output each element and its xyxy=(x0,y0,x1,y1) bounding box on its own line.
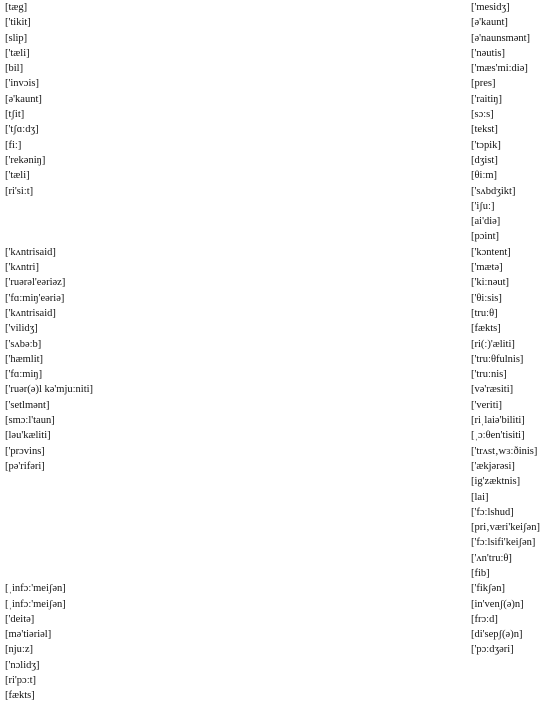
transcription: ['kɔntent] xyxy=(471,246,511,258)
spacer xyxy=(5,214,93,229)
transcription: ['rekəniŋ] xyxy=(5,154,46,166)
transcription: ['fɔːlsifi'keiʃən] xyxy=(471,537,536,549)
transcription: [tʃit] xyxy=(5,109,25,121)
transcription: [fækts] xyxy=(471,323,501,335)
left-column xyxy=(5,0,93,704)
transcription: [ə'kaunt] xyxy=(5,93,42,105)
transcription: [ˌɔːθen'tisiti] xyxy=(471,430,525,442)
transcription: ['raitiŋ] xyxy=(471,93,502,105)
transcription: [ig'zæktnis] xyxy=(471,476,521,488)
transcription: [ə'naunsmənt] xyxy=(471,32,531,44)
transcription: [dʒist] xyxy=(471,154,498,166)
transcription: ['ruərəl'eəriəz] xyxy=(5,277,66,289)
transcription: [di'sepʃ(ə)n] xyxy=(471,629,523,641)
transcription: [pri‚væri'keiʃən] xyxy=(471,522,540,534)
transcription: ['nɔlidʒ] xyxy=(5,659,40,671)
transcription: [ri'pɔːt] xyxy=(5,675,37,687)
transcription: ['tæli] xyxy=(5,47,30,59)
transcription: ['truːθfulnis] xyxy=(471,353,524,365)
transcription: ['sʌbdʒikt] xyxy=(471,185,516,197)
transcription: ['sʌbəːb] xyxy=(5,338,42,350)
transcription: ['kʌntrisaid] xyxy=(5,307,56,319)
transcription: [in'venʃ(ə)n] xyxy=(471,598,524,610)
transcription: ['vilidʒ] xyxy=(5,323,38,335)
spacer xyxy=(5,520,93,535)
transcription: [fib] xyxy=(471,567,490,579)
transcription: [ai'diə] xyxy=(471,216,501,228)
transcription: [ri(ː)'æliti] xyxy=(471,338,515,350)
transcription: ['invɔis] xyxy=(5,78,39,90)
spacer xyxy=(5,505,93,520)
group-2 xyxy=(5,245,93,474)
spacer xyxy=(5,490,93,505)
transcription: ['tʃɑːdʒ] xyxy=(5,124,39,136)
transcription: ['deitə] xyxy=(5,613,35,625)
transcription: [ri'siːt] xyxy=(5,185,34,197)
transcription: ['nəutis] xyxy=(471,47,505,59)
transcription: ['fɔːlshud] xyxy=(471,506,514,518)
transcription: [smɔːl'taun] xyxy=(5,415,55,427)
transcription: ['tɔpik] xyxy=(471,139,501,151)
spacer xyxy=(5,551,93,566)
transcription: [njuːz] xyxy=(5,644,33,656)
spacer xyxy=(5,474,93,489)
transcription: ['θiːsis] xyxy=(471,292,502,304)
transcription: [slip] xyxy=(5,32,28,44)
spacer xyxy=(5,229,93,244)
transcription: [pɔint] xyxy=(471,231,499,243)
transcription: [lai] xyxy=(471,491,489,503)
transcription: ['ækjərəsi] xyxy=(471,460,515,472)
group-1 xyxy=(5,0,93,199)
transcription: [tæg] xyxy=(5,2,28,13)
transcription: ['pɔːdʒəri] xyxy=(471,644,514,656)
transcription: [bil] xyxy=(5,63,24,75)
transcription: [mə'tiəriəl] xyxy=(5,629,52,641)
transcription: ['mesidʒ] xyxy=(471,2,510,13)
transcription: ['setlmənt] xyxy=(5,399,50,411)
transcription: [fiː] xyxy=(5,139,22,151)
transcription: [θiːm] xyxy=(471,170,498,182)
group-3 xyxy=(5,581,93,703)
transcription: [tekst] xyxy=(471,124,498,136)
transcription: ['tæli] xyxy=(5,170,30,182)
transcription: [və'ræsiti] xyxy=(471,384,514,396)
transcription: ['ruər(ə)l kə'mjuːniti] xyxy=(5,384,94,396)
transcription: ['kʌntrisaid] xyxy=(5,246,56,258)
transcription: ['prɔvins] xyxy=(5,445,45,457)
spacer xyxy=(5,566,93,581)
transcription: [sɔːs] xyxy=(471,109,494,121)
transcription: [pə'rifəri] xyxy=(5,460,45,472)
transcription: [ləu'kæliti] xyxy=(5,430,51,442)
transcription: [frɔːd] xyxy=(471,613,498,625)
transcription: [fækts] xyxy=(5,690,35,702)
transcription: ['fɑːmiŋ'eəriə] xyxy=(5,292,65,304)
transcription: ['truːnis] xyxy=(471,369,507,381)
transcription: [ə'kaunt] xyxy=(471,17,508,29)
transcription: ['mæs'miːdiə] xyxy=(471,63,528,75)
transcription: [ˌinfɔː'meiʃən] xyxy=(5,598,66,610)
transcription: [pres] xyxy=(471,78,496,90)
right-column xyxy=(471,0,540,658)
transcription: ['kʌntri] xyxy=(5,262,39,274)
transcription: ['tikit] xyxy=(5,17,31,29)
transcription: ['hæmlit] xyxy=(5,353,44,365)
transcription: ['iʃuː] xyxy=(471,200,495,212)
transcription: ['ʌn'truːθ] xyxy=(471,552,512,564)
transcription: ['trʌst‚wɜːðinis] xyxy=(471,445,538,457)
transcription: ['kiːnəut] xyxy=(471,277,510,289)
transcription: ['fikʃən] xyxy=(471,583,505,595)
transcription: ['fɑːmiŋ] xyxy=(5,369,43,381)
transcription: [riˌlaiə'biliti] xyxy=(471,415,525,427)
spacer xyxy=(5,199,93,214)
transcription: [truːθ] xyxy=(471,307,498,319)
transcription: ['mætə] xyxy=(471,262,503,274)
transcription: ['veriti] xyxy=(471,399,503,411)
spacer xyxy=(5,535,93,550)
transcription: [ˌinfɔː'meiʃən] xyxy=(5,583,66,595)
